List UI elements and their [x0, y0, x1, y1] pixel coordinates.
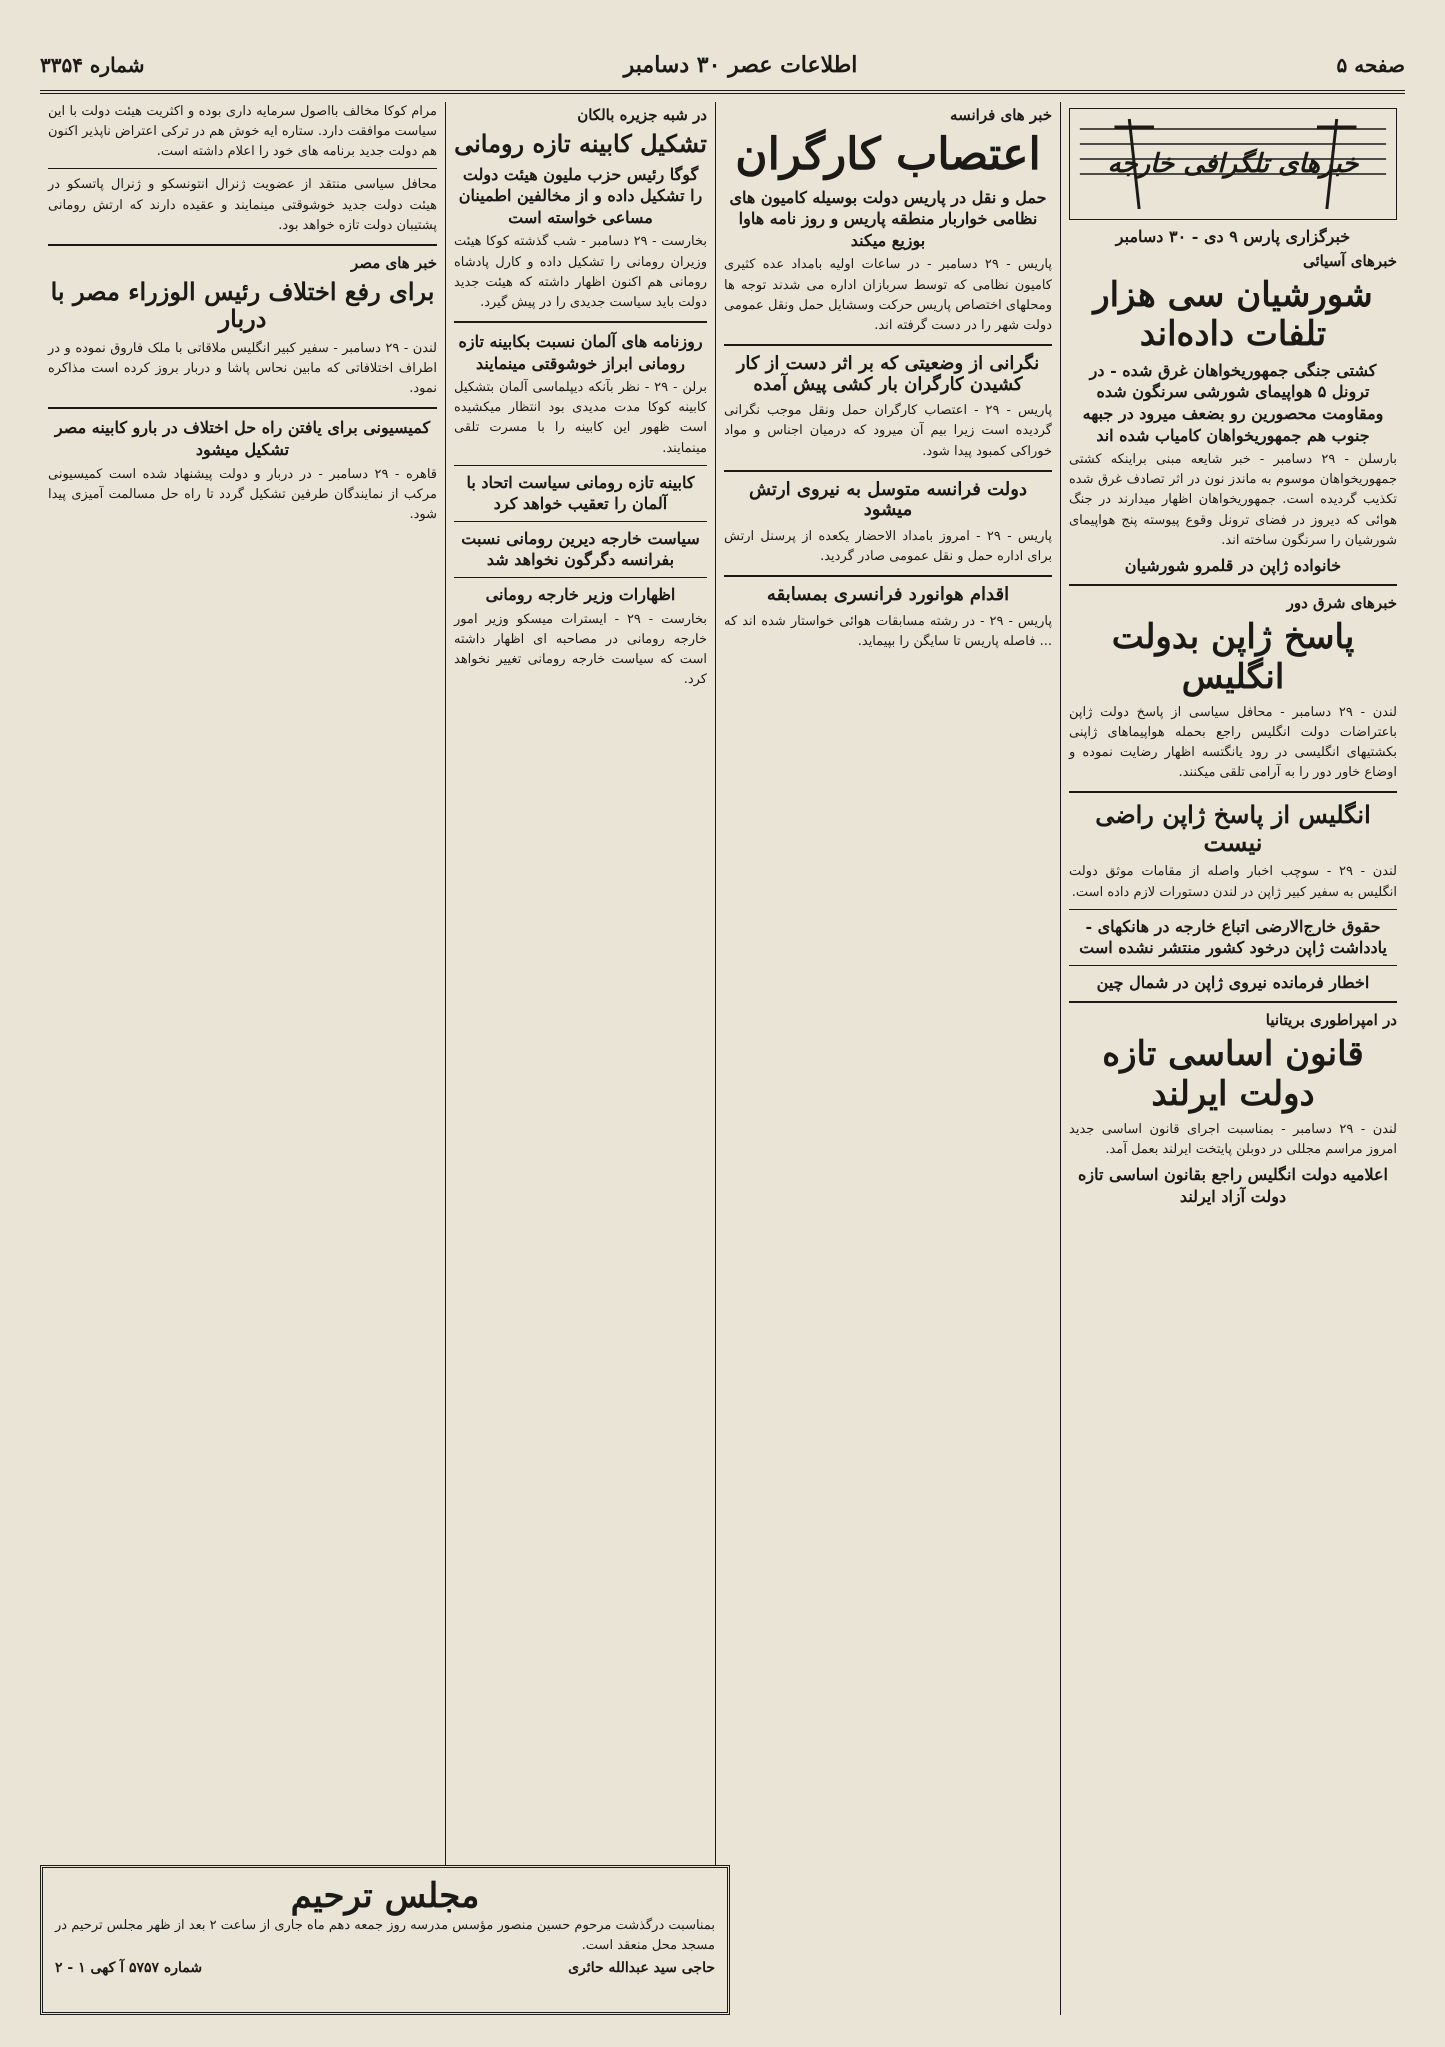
article-aviator: پاریس - ۲۹ - در رشته مسابقات هوائی خواستار شده اند که ... فاصله پاریس تا سایگن را بپیماید. [724, 614, 1052, 650]
article-strike: پاریس - ۲۹ دسامبر - در ساعات اولیه بامداد عده کثیری کامیون نظامی که توسط سربازان اداره می شدند توجه ها ومحلهای اختصاص پاریس حرکت وسشایل حمل ونقل عمومی دولت شهر را در دست گرفته اند. [724, 257, 1052, 333]
article-army: پاریس - ۲۹ - امروز بامداد الاحضار یکعده از پرسنل ارتش برای اداره حمل و نقل عمومی صادر گردید. [724, 529, 1052, 565]
column-france [715, 102, 1060, 2015]
article-foreign-minister: بخارست - ۲۹ - ایسترات میسکو وزیر امور خارجه رومانی در مصاحبه ای اظهار داشته است که سیاست خارجه رومانی تغییر نخواهد کرد. [454, 611, 707, 688]
subhead-foreign-minister: اظهارات وزیر خارجه رومانی [485, 585, 676, 605]
dateline: خبرگزاری پارس ۹ دی - ۳۰ دسامبر [1115, 227, 1351, 246]
section-france: خبر های فرانسه [950, 106, 1052, 124]
article-egypt: لندن - ۲۹ دسامبر - سفیر کبیر انگلیس ملاقاتی با ملک فاروق نموده و در اطراف اختلافاتی که مابین نحاس پاشا و دربار بروز کرده است مذاکره نمود. [48, 341, 438, 397]
subhead-north-china: اخطار فرمانده نیروی ژاپن در شمال چین [1096, 972, 1370, 992]
column-romania [445, 102, 715, 2015]
memorial-signer: حاجی سید عبدالله حائری [568, 1960, 715, 1977]
memorial-title: مجلس ترحیم [290, 1876, 480, 1916]
article-strike-concern: پاریس - ۲۹ - اعتصاب کارگران حمل ونقل موجب نگرانی گردیده است زیرا بیم آن میرود که درمیان اجناس و مواد خوراکی کمبود پیدا شود. [724, 403, 1052, 459]
subhead-german-press: روزنامه های آلمان نسبت بکابینه تازه رومانی ابراز خوشوقتی مینمایند [458, 331, 703, 373]
memorial-ref: شماره ۵۷۵۷ آ کهی ۱ - ۲ [55, 1960, 203, 1977]
headline-romania-cabinet: تشکیل کابینه تازه رومانی [454, 129, 707, 158]
article-romania-cabinet: بخارست - ۲۹ دسامبر - شب گذشته کوکا هیئت وزیران رومانی را تشکیل داده و کارل پادشاه رومانی هم اکنون اظهار داشته که هیئت جدید دولت باید سیاست جدیدی را در پیش گیرد. [454, 234, 707, 310]
section-balkans: در شبه جزیره بالکان [577, 106, 707, 124]
subhead-germany-alliance: کابینه تازه رومانی سیاست اتحاد با آلمان را تعقیب خواهد کرد [466, 472, 695, 514]
column-egypt [40, 102, 445, 2015]
subhead-japanese-family: خانواده ژاپن در قلمرو شورشیان [1124, 555, 1342, 575]
headline-egypt: برای رفع اختلاف رئیس الوزراء مصر با دربار [50, 276, 435, 334]
section-far-east: خبرهای شرق دور [1286, 594, 1397, 613]
masthead [40, 40, 1405, 94]
newspaper-page [40, 40, 1405, 2015]
subhead-romania-cabinet: گوگا رئیس حزب ملیون هیئت دولت را تشکیل داده و از مخالفین اطمینان مساعی خواسته است [458, 164, 703, 227]
article-britain-unsatisfied: لندن - ۲۹ - سوچب اخبار واصله از مقامات موثق دولت انگلیس به سفیر کبیر ژاپن در لندن دستورات لازم داده است. [1069, 864, 1397, 900]
headline-ireland: قانون اساسی تازه دولت ایرلند [1102, 1034, 1364, 1114]
headline-strike-concern: نگرانی از وضعیتی که بر اثر دست از کار کشیدن کارگران بار کشی پیش آمده [736, 352, 1040, 395]
section-asia: خبرهای آسیائی [1302, 251, 1397, 270]
subhead-ireland-declaration: اعلامیه دولت انگلیس راجع بقانون اساسی تازه دولت آزاد ایرلند [1077, 1164, 1388, 1206]
article-japan-reply: لندن - ۲۹ دسامبر - محافل سیاسی از پاسخ دولت ژاپن باعتراضات دولت انگلیس راجع بحمله هواپیماهای ژاپنی بکشتیهای انگلیسی در رود یانگتسه اظهار رضایت نموده و اوضاع خاور دور را به آرامی تلقی میکنند. [1069, 704, 1397, 781]
headline-spain: شورشیان سی هزار تلفات داده‌اند [1093, 274, 1373, 354]
headline-japan-reply: پاسخ ژاپن بدولت انگلیس [1111, 617, 1355, 697]
article-egypt-commission: قاهره - ۲۹ دسامبر - در دربار و دولت پیشنهاد شده است کمیسیونی مرکب از نمایندگان طرفین تشکیل گردد تا راه حل مسالمت آمیزی پیدا شود. [48, 466, 437, 522]
article-romania-continued: مرام کوکا مخالف بااصول سرمایه داری بوده و اکثریت هیئت دولت با این سیاست موافقت دارد. ستاره ایه خوش هم در ترکی اعتراض ناپذیر اکنون هم دولت جدید برنامه های خود را اعلام داشته است. [47, 104, 437, 160]
section-ireland: در امپراطوری بریتانیا [1265, 1011, 1397, 1030]
paper-title-date: اطلاعات عصر ۳۰ دسامبر [623, 52, 858, 78]
issue-number: شماره ۳۳۵۴ [40, 53, 145, 77]
subhead-spain: کشتی جنگی جمهوریخواهان غرق شده - در ترونل ۵ هواپیمای شورشی سرنگون شده ومقاومت محصورین رو بضعف میرود در جبهه جنوب هم جمهوریخواهان کامیاب شده اند [1082, 360, 1384, 445]
section-egypt: خبر های مصر [350, 253, 437, 272]
section-logo-text: خبرهای تلگرافی خارجه [1107, 149, 1359, 179]
article-german-press: برلن - ۲۹ - نظر بآنکه دیپلماسی آلمان بتشکیل کابینه کوکا مدت مدیدی بود انتظار میکشیده است ظهور این کابینه را با مسرت تلقی مینمایند. [454, 380, 707, 456]
headline-army: دولت فرانسه متوسل به نیروی ارتش میشود [748, 478, 1027, 521]
headline-britain-unsatisfied: انگلیس از پاسخ ژاپن راضی نیست [1095, 800, 1371, 857]
article-ireland: لندن - ۲۹ دسامبر - بمناسبت اجرای قانون اساسی جدید امروز مراسم مجللی در دوبلن پایتخت ایرلند بعمل آمد. [1069, 1121, 1397, 1157]
headline-aviator: اقدام هوانورد فرانسری بمسابقه [766, 584, 1010, 606]
subhead-france-policy: سیاست خارجه دیرین رومانی نسبت بفرانسه دگرگون نخواهد شد [461, 528, 700, 570]
subhead-egypt-commission: کمیسیونی برای یافتن راه حل اختلاف در بارو کابینه مصر تشکیل میشود [54, 418, 431, 460]
article-romania-generals: محافل سیاسی منتقد از عضویت ژنرال انتونسکو و ژنرال پاتسکو در هیئت دولت جدید خوشوقتی مینمایند و عقیده دارند که ارتش رومانی پشتیبان دولت تازه خواهد بود. [48, 177, 437, 233]
page-number: صفحه ۵ [1336, 53, 1405, 77]
section-logo [1069, 108, 1397, 220]
memorial-text: بمناسبت درگذشت مرحوم حسین منصور مؤسس مدرسه روز جمعه دهم ماه جاری از ساعت ۲ بعد از ظهر مجلس ترحیم در مسجد محل منعقد است. [55, 1918, 715, 1954]
subhead-extraterritorial: حقوق خارج‌الارضی اتباع خارجه در هانکهای - یادداشت ژاپن درخود کشور منتشر نشده است [1079, 916, 1387, 958]
column-foreign-telegraph [1060, 102, 1405, 2015]
memorial-notice [40, 1865, 730, 2015]
headline-strike: اعتصاب کارگران [735, 129, 1041, 180]
subhead-strike: حمل و نقل در پاریس دولت بوسیله کامیون های نظامی خواربار منطقه پاریس و روز نامه هاوا بوزیع میکند [729, 187, 1047, 250]
article-spain: بارسلن - ۲۹ دسامبر - خبر شایعه مبنی براینکه کشتی جمهوریخواهان موسوم به ماندز نون در اثر تصادف غرق شده تکذیب گردیده است. جمهوریخواهان اظهار میدارند در جنگ هوائی که دیروز در فضای ترونل وقوع پیوسته پنج هواپیمای شورشیان را سرنگون ساخته اند. [1069, 452, 1397, 548]
